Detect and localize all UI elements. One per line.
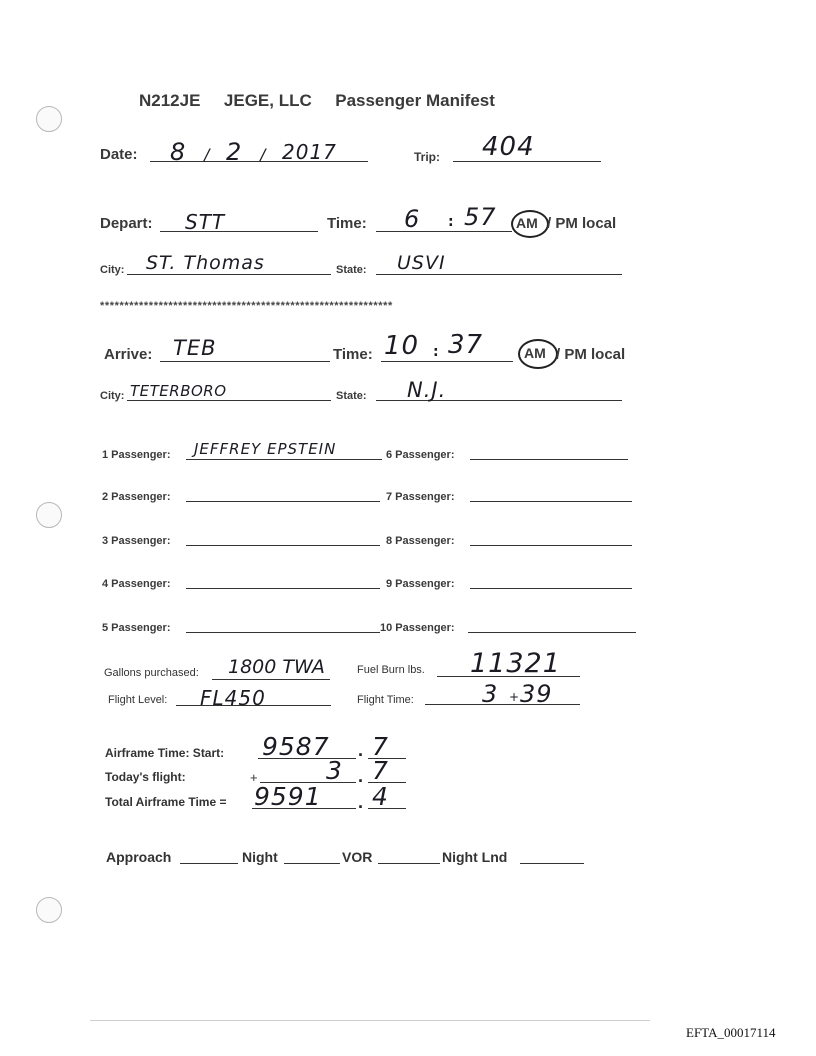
date-label: Date:: [100, 146, 138, 163]
arrive-airport: TEB: [173, 336, 217, 360]
arrive-time-label: Time:: [333, 346, 373, 363]
passenger-1-name: JEFFREY EPSTEIN: [194, 440, 337, 458]
trip-label: Trip:: [414, 150, 440, 164]
scan-edge: [90, 1020, 650, 1021]
passenger-8-label: 8 Passenger:: [386, 535, 455, 547]
passenger-10-label: 10 Passenger:: [380, 622, 455, 634]
flight-time-sep: +: [509, 690, 521, 704]
total-whole: 9591: [254, 782, 322, 811]
depart-city: ST. Thomas: [146, 252, 265, 274]
vor-line: [378, 863, 440, 864]
manifest-header: [139, 91, 495, 111]
date-sep-1: /: [204, 145, 211, 164]
night-lnd-line: [520, 863, 584, 864]
passenger-4-line: [186, 588, 380, 589]
depart-airport: STT: [185, 210, 226, 234]
fuel-burn-value: 11321: [470, 648, 561, 679]
passenger-1-line: [186, 459, 382, 460]
depart-city-line: [127, 274, 331, 275]
arrive-city: TETERBORO: [130, 382, 227, 400]
arrive-pm-local: / PM local: [556, 346, 626, 363]
depart-am: AM: [516, 215, 538, 231]
passenger-10-line: [468, 632, 636, 633]
passenger-9-label: 9 Passenger:: [386, 578, 455, 590]
passenger-2-label: 2 Passenger:: [102, 491, 171, 503]
passenger-1-label: 1 Passenger:: [102, 449, 171, 461]
airframe-start-dot: .: [358, 740, 364, 760]
binder-hole-bottom: [36, 897, 62, 923]
passenger-5-label: 5 Passenger:: [102, 622, 171, 634]
arrive-city-label: City:: [100, 390, 125, 402]
depart-pm-local: / PM local: [547, 215, 617, 232]
depart-minute: 57: [464, 203, 497, 231]
todays-flight-label: Today's flight:: [105, 770, 186, 784]
passenger-6-line: [470, 459, 628, 460]
vor-label: VOR: [342, 849, 373, 865]
gallons-value: 1800 TWA: [228, 656, 325, 678]
gallons-line: [212, 679, 330, 680]
arrive-line: [160, 361, 330, 362]
date-year: 2017: [282, 140, 337, 164]
passenger-3-line: [186, 545, 380, 546]
passenger-7-line: [470, 501, 632, 502]
night-label: Night: [242, 849, 278, 865]
flight-time-hours: 3: [482, 680, 499, 708]
passenger-8-line: [470, 545, 632, 546]
passenger-7-label: 7 Passenger:: [386, 491, 455, 503]
passenger-9-line: [470, 588, 632, 589]
night-lnd-label: Night Lnd: [442, 849, 508, 865]
trip-number: 404: [482, 132, 535, 162]
total-tenth: 4: [372, 782, 389, 811]
depart-state: USVI: [397, 252, 446, 274]
arrive-state: N.J.: [407, 378, 447, 402]
todays-tenth: 7: [372, 756, 389, 785]
night-line: [284, 863, 340, 864]
airframe-start-label: Airframe Time: Start:: [105, 746, 225, 760]
passenger-4-label: 4 Passenger:: [102, 578, 171, 590]
passenger-6-label: 6 Passenger:: [386, 449, 455, 461]
approach-line: [180, 863, 238, 864]
depart-label: Depart:: [100, 215, 153, 232]
binder-hole-top: [36, 106, 62, 132]
arrive-time-sep: :: [433, 344, 440, 360]
depart-line: [160, 231, 318, 232]
tail-number: N212JE: [139, 91, 201, 110]
passenger-5-line: [186, 632, 380, 633]
depart-city-label: City:: [100, 264, 125, 276]
depart-state-line: [376, 274, 622, 275]
flight-time-minutes: 39: [520, 680, 553, 708]
company-name: JEGE, LLC: [223, 91, 312, 110]
arrive-minute: 37: [448, 330, 484, 360]
arrive-state-label: State:: [336, 390, 367, 402]
approach-label: Approach: [106, 849, 172, 865]
todays-whole: 3: [326, 756, 343, 785]
depart-time-line: [376, 231, 512, 232]
flight-level-label: Flight Level:: [108, 694, 168, 706]
flight-level-value: FL450: [200, 686, 266, 710]
arrive-hour: 10: [384, 331, 420, 361]
depart-time-sep: :: [448, 214, 455, 230]
date-sep-2: /: [260, 145, 267, 164]
separator-row: ************************************************************: [100, 300, 393, 312]
arrive-city-line: [127, 400, 331, 401]
passenger-3-label: 3 Passenger:: [102, 535, 171, 547]
arrive-am: AM: [524, 345, 546, 361]
airframe-start-tenth: 7: [372, 732, 389, 761]
todays-flight-plus: +: [250, 770, 258, 785]
total-airframe-label: Total Airframe Time =: [105, 795, 227, 809]
binder-hole-middle: [36, 502, 62, 528]
date-day: 2: [226, 138, 243, 166]
document-title: Passenger Manifest: [335, 91, 495, 110]
depart-time-label: Time:: [327, 215, 367, 232]
flight-time-line: [425, 704, 580, 705]
passenger-2-line: [186, 501, 380, 502]
date-month: 8: [170, 138, 187, 166]
gallons-label: Gallons purchased:: [104, 667, 199, 679]
total-dot: .: [358, 792, 364, 812]
airframe-start-whole: 9587: [262, 732, 330, 761]
arrive-time-line: [381, 361, 513, 362]
depart-hour: 6: [404, 205, 421, 233]
document-id: EFTA_00017114: [686, 1025, 776, 1040]
fuel-burn-label: Fuel Burn lbs.: [357, 664, 425, 676]
todays-dot: .: [358, 766, 364, 786]
arrive-label: Arrive:: [104, 346, 153, 363]
flight-time-label: Flight Time:: [357, 694, 414, 706]
depart-state-label: State:: [336, 264, 367, 276]
